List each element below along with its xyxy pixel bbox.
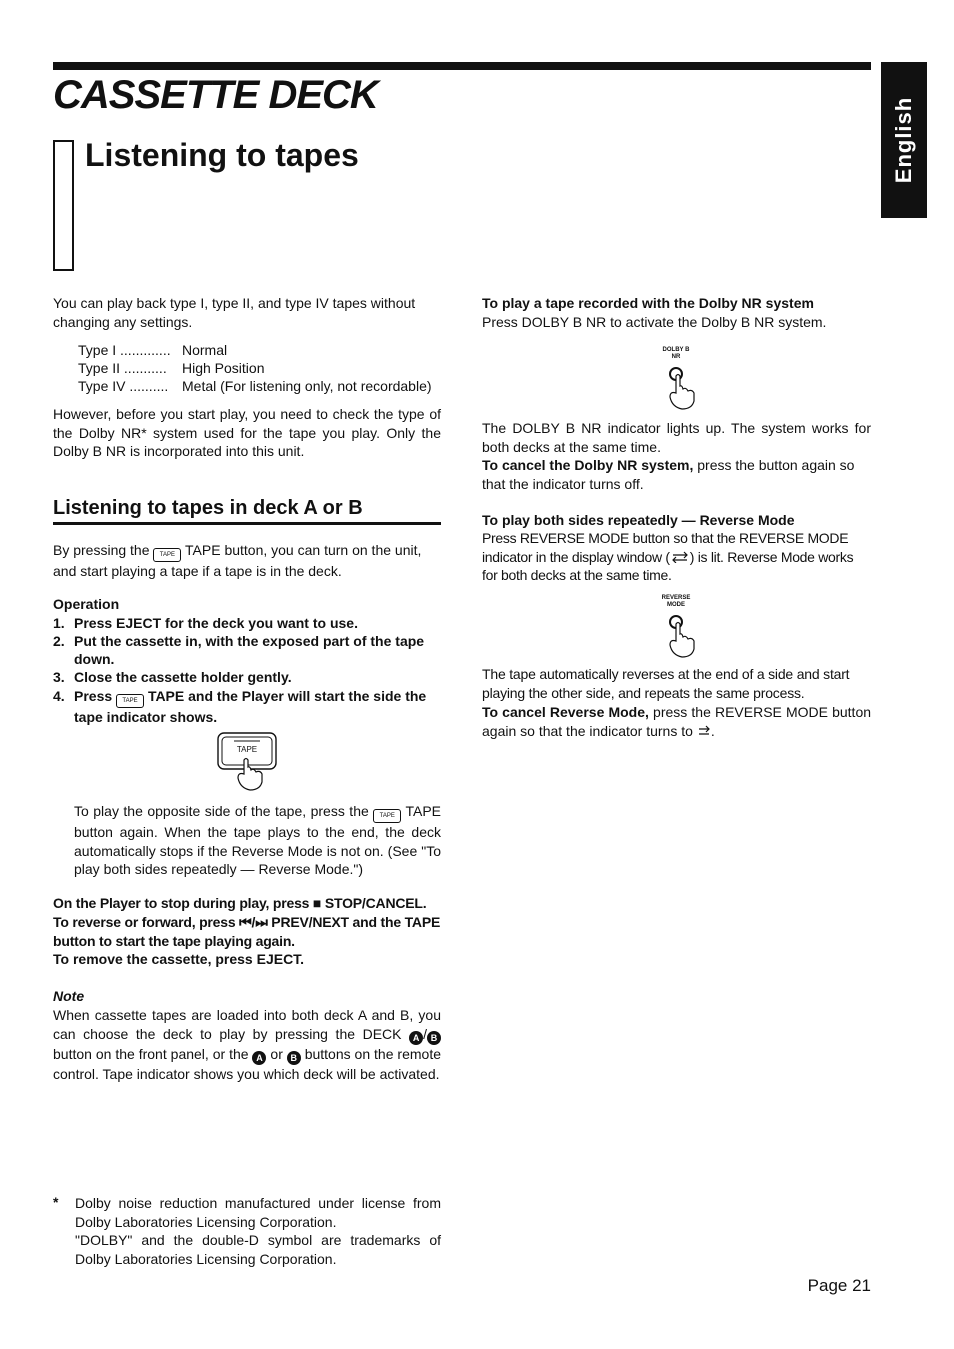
tape-type-4-desc: Metal (For listening only, not recordable) [182,378,432,394]
deck-b-icon: B [427,1031,441,1045]
opposite-side-text-b: TAPE button again. When the tape plays to the end, the deck automatically stops if the Reverse Mode is not on. (See "To play both sides repeatedly — Reverse Mode.") [74,803,442,877]
dolby-label-line: DOLBY B [662,347,690,353]
note-text: When cassette tapes are loaded into both deck A and B, you can choose the deck to play by pressing the DECK A / B button on the front panel, or the A or B buttons on the remote control. Tape indicator shows you which deck will be activated. [53,1007,441,1082]
tape-type-2 [78,359,167,377]
deck-intro [53,541,441,581]
tape-button-icon: TAPE [116,694,144,708]
note-label: Note [53,988,85,1004]
dolby-cancel-text [482,456,871,493]
reverse-heading: To play both sides repeatedly — Reverse Mode [482,512,795,528]
subsection-rule [53,522,441,525]
section-marker-box [53,140,74,271]
reverse-cancel-rest: press the REVERSE MODE button again so that the indicator turns to [482,704,872,739]
step-text: Close the cassette holder gently. [74,669,292,685]
deck-a-icon: A [409,1031,423,1045]
dolby-check-text: However, before you start play, you need to check the type of the Dolby NR* system used for the tape you play. Only the Dolby B NR is incorporated into this unit. [53,406,441,459]
reverse-cancel-text [482,703,871,740]
reverse-body-part: ) is lit. Reverse Mode works for both decks at the same time. [482,548,854,583]
dolby-button-label [656,347,696,361]
intro-text: You can play back type I, type II, and type IV tapes without changing any settings. [53,295,416,330]
stop-instruction: On the Player to stop during play, press ■ STOP/CANCEL. [53,895,427,911]
deck-intro-text: TAPE button, you can turn on the unit, and start playing a tape if a tape is in the deck. [53,542,422,579]
section-title: Listening to tapes [85,137,359,173]
reverse-cancel-end: . [710,722,715,739]
step-4 [53,687,441,726]
deck-intro-text: By pressing the [53,542,150,558]
footnote-text-1: Dolby noise reduction manufactured under license from Dolby Laboratories Licensing Corporation. [75,1195,441,1230]
reverse-button-label [656,595,696,609]
one-way-mode-icon [697,725,711,737]
reverse-mode-icon [670,551,690,563]
tape-type-1-desc: Normal [182,342,228,358]
operation-label: Operation [53,596,120,612]
step-text: Press EJECT for the deck you want to use. [74,615,358,631]
tape-type-1 [78,341,171,359]
step-number: 1. [53,615,65,631]
tape-button-icon: TAPE [153,548,181,562]
note-text-part: or [270,1045,283,1062]
subsection-title: Listening to tapes in deck A or B [53,497,363,519]
dolby-body: Press DOLBY B NR to activate the Dolby B NR system. [482,314,827,330]
step-text: Press [74,688,113,704]
reverse-auto-text: The tape automatically reverses at the end of a side and start playing the other side, and repeats the same process. [482,666,850,701]
step-1 [53,614,441,632]
reverse-forward-instruction: To reverse or forward, press ⏮/⏭ PREV/NEXT and the TAPE button to start the tape playing again. [53,914,441,949]
dolby-cancel-bold: To cancel the Dolby NR system, [482,457,694,473]
tape-type-name: Type IV [78,378,126,394]
deck-a-icon: A [252,1051,266,1065]
tape-type-name: Type I [78,342,117,358]
footnote-asterisk: * [53,1194,59,1210]
finger-press-tape-icon [216,730,280,794]
dolby-heading: To play a tape recorded with the Dolby NR system [482,295,814,311]
header-rule [53,62,871,70]
step-2 [53,632,441,668]
footnote-text-2: "DOLBY" and the double-D symbol are trademarks of Dolby Laboratories Licensing Corporation. [75,1232,441,1267]
reverse-label-line: REVERSE [661,595,691,601]
note-text-part: button on the front panel, or the [53,1045,249,1062]
tape-type-2-desc: High Position [182,360,265,376]
tape-button-illustration [216,730,280,794]
tape-type-4 [78,377,168,395]
step-number: 4. [53,688,65,704]
dolby-cancel-rest: press the button again so that the indicator turns off. [482,457,855,492]
step-number: 2. [53,633,65,649]
step-text: TAPE and the Player will start the side the tape indicator shows. [74,688,427,725]
step-3 [53,668,441,686]
step-number: 3. [53,669,65,685]
finger-press-icon [664,611,698,661]
note-text-part: When cassette tapes are loaded into both deck A and B, you can choose the deck to play by pressing the DECK [53,1007,441,1042]
opposite-side-text [74,802,441,879]
language-tab [881,62,927,218]
reverse-label-line: MODE [667,602,685,608]
reverse-body-part: Press REVERSE MODE button so that the REVERSE MODE indicator in the display window ( [482,530,849,565]
deck-b-icon: B [287,1051,301,1065]
tape-illustration-label: TAPE [236,745,258,754]
dolby-label-line: NR [671,354,681,360]
chapter-title: CASSETTE DECK [53,73,378,117]
tape-type-leader: ........... [120,360,167,376]
opposite-side-text-a: To play the opposite side of the tape, press the [74,803,369,819]
finger-press-icon [664,363,698,413]
tape-button-icon: TAPE [373,809,401,823]
reverse-body [482,529,871,585]
tape-type-leader: .......... [125,378,169,394]
tape-type-leader: ............. [116,342,171,358]
tape-type-name: Type II [78,360,121,376]
dolby-indicator-text: The DOLBY B NR indicator lights up. The system works for both decks at the same time. [482,420,871,455]
note-text-part: buttons on the remote control. Tape indicator shows you which deck will be activated. [53,1045,441,1082]
page-number: Page 21 [807,1276,871,1295]
remove-instruction: To remove the cassette, press EJECT. [53,951,305,967]
reverse-cancel-bold: To cancel Reverse Mode, [482,704,649,720]
step-text: Put the cassette in, with the exposed part of the tape down. [74,633,425,667]
language-tab-label: English [891,96,916,184]
